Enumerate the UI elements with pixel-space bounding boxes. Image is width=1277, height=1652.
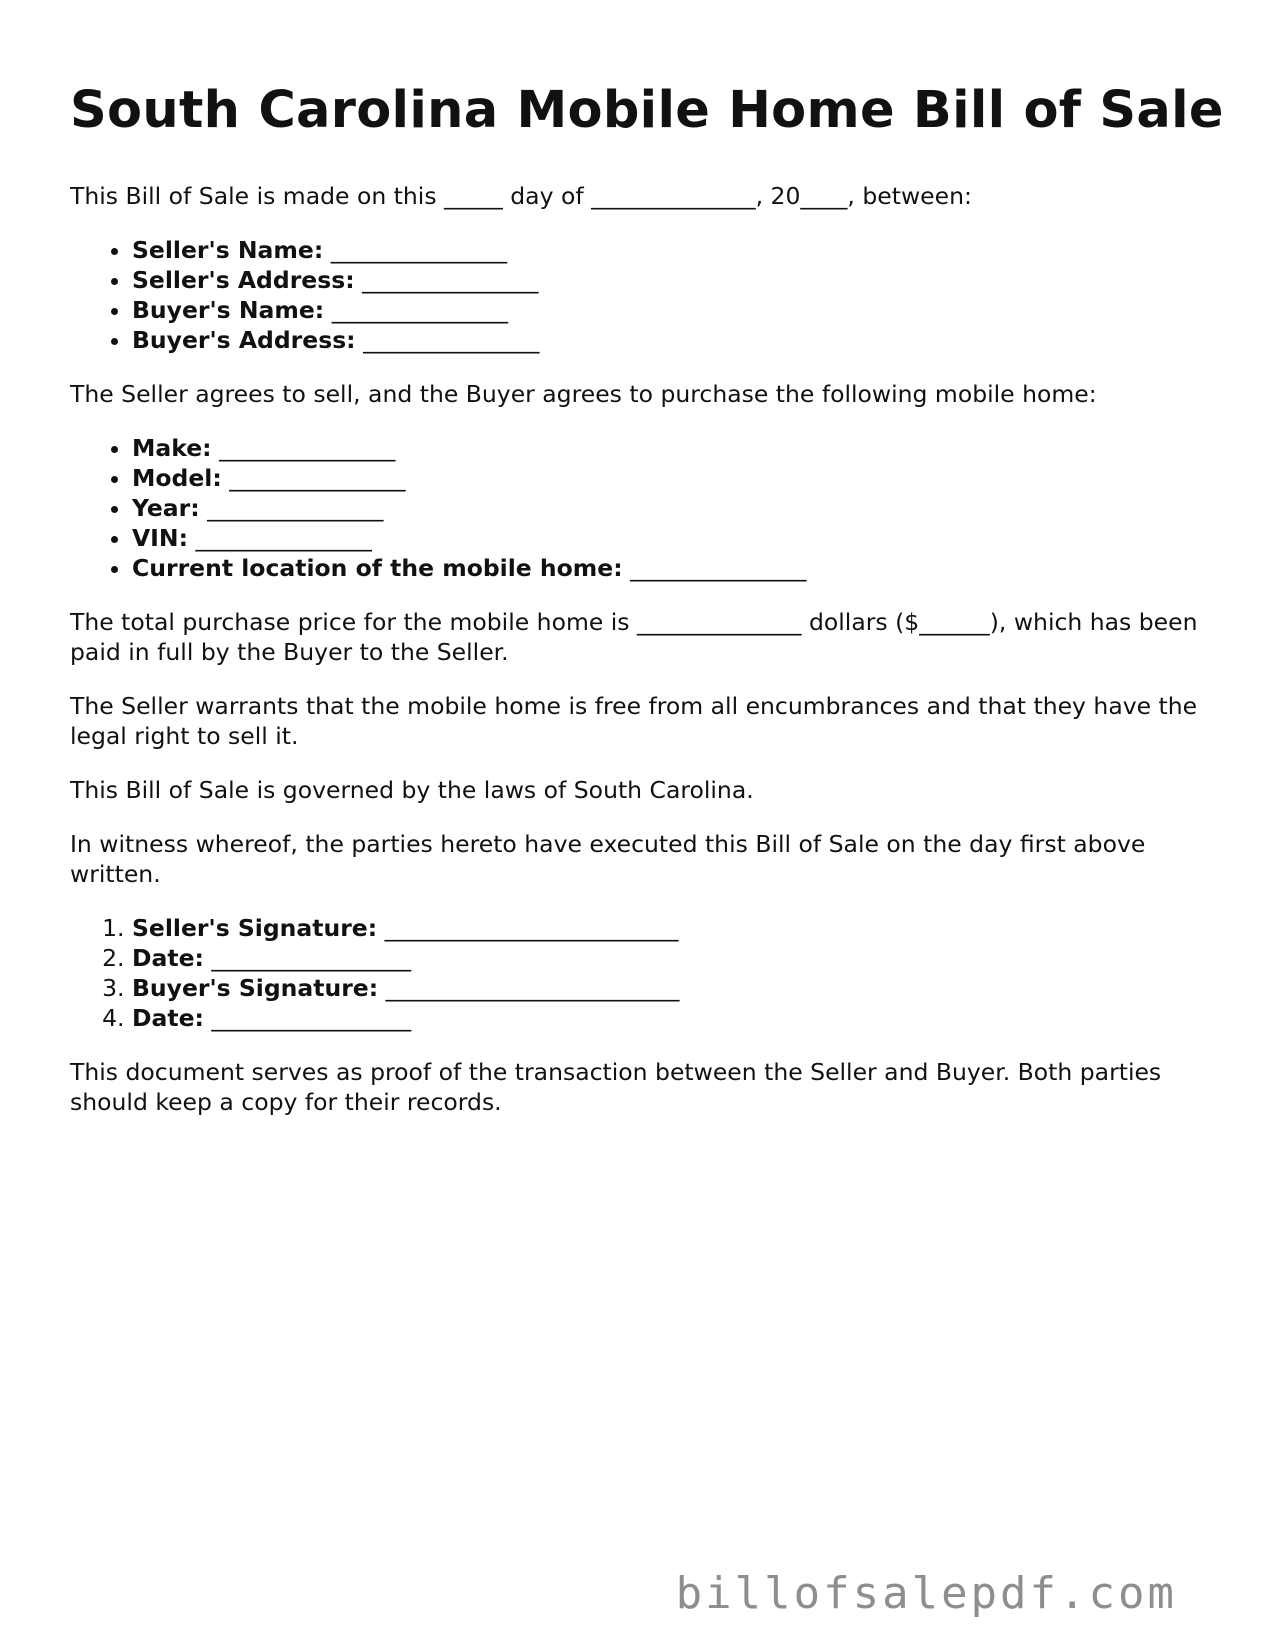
signatures-list [70, 913, 1210, 1033]
seller-name-blank: _______________ [330, 236, 507, 265]
list-item [132, 325, 1210, 355]
buyer-date-label: Date: [132, 1004, 204, 1033]
model-label: Model: [132, 464, 222, 493]
home-details-list [70, 433, 1210, 583]
governing-law-paragraph: This Bill of Sale is governed by the laws of South Carolina. [70, 776, 754, 805]
warranty-paragraph: The Seller warrants that the mobile home is free from all encumbrances and that they have the legal right to sell it. [70, 692, 1198, 751]
seller-date-label: Date: [132, 944, 204, 973]
list-item [132, 295, 1210, 325]
buyer-address-blank: _______________ [363, 326, 540, 355]
make-blank: _______________ [219, 434, 396, 463]
buyer-name-label: Buyer's Name: [132, 296, 325, 325]
list-item [132, 1003, 1210, 1033]
make-label: Make: [132, 434, 212, 463]
list-item [132, 463, 1210, 493]
location-blank: _______________ [630, 554, 807, 583]
location-label: Current location of the mobile home: [132, 554, 623, 583]
watermark-text: billofsalepdf.com [675, 1568, 1177, 1619]
seller-address-blank: _______________ [362, 266, 539, 295]
seller-address-label: Seller's Address: [132, 266, 355, 295]
list-item [132, 553, 1210, 583]
buyer-date-blank: _________________ [211, 1004, 412, 1033]
year-blank: _______________ [207, 494, 384, 523]
seller-signature-blank: _________________________ [384, 914, 679, 943]
list-item [132, 523, 1210, 553]
list-item [132, 913, 1210, 943]
seller-name-label: Seller's Name: [132, 236, 324, 265]
intro-paragraph: This Bill of Sale is made on this _____ day of ______________, 20____, between: [70, 182, 972, 211]
witness-paragraph: In witness whereof, the parties hereto have executed this Bill of Sale on the day first above written. [70, 830, 1146, 889]
list-item [132, 433, 1210, 463]
document-page [70, 80, 1224, 1141]
agreement-paragraph: The Seller agrees to sell, and the Buyer agrees to purchase the following mobile home: [70, 380, 1097, 409]
seller-date-blank: _________________ [211, 944, 412, 973]
seller-signature-label: Seller's Signature: [132, 914, 378, 943]
vin-label: VIN: [132, 524, 188, 553]
buyer-signature-blank: _________________________ [385, 974, 680, 1003]
list-item [132, 235, 1210, 265]
year-label: Year: [132, 494, 200, 523]
list-item [132, 493, 1210, 523]
price-paragraph: The total purchase price for the mobile home is ______________ dollars ($______), which has been paid in full by the Buyer to the Seller. [70, 608, 1198, 667]
model-blank: _______________ [229, 464, 406, 493]
parties-list [70, 235, 1210, 355]
vin-blank: _______________ [195, 524, 372, 553]
buyer-name-blank: _______________ [331, 296, 508, 325]
list-item [132, 973, 1210, 1003]
closing-paragraph: This document serves as proof of the transaction between the Seller and Buyer. Both parties should keep a copy for their records. [70, 1058, 1162, 1117]
buyer-address-label: Buyer's Address: [132, 326, 356, 355]
buyer-signature-label: Buyer's Signature: [132, 974, 379, 1003]
list-item [132, 265, 1210, 295]
list-item [132, 943, 1210, 973]
document-title: South Carolina Mobile Home Bill of Sale [70, 81, 1224, 140]
